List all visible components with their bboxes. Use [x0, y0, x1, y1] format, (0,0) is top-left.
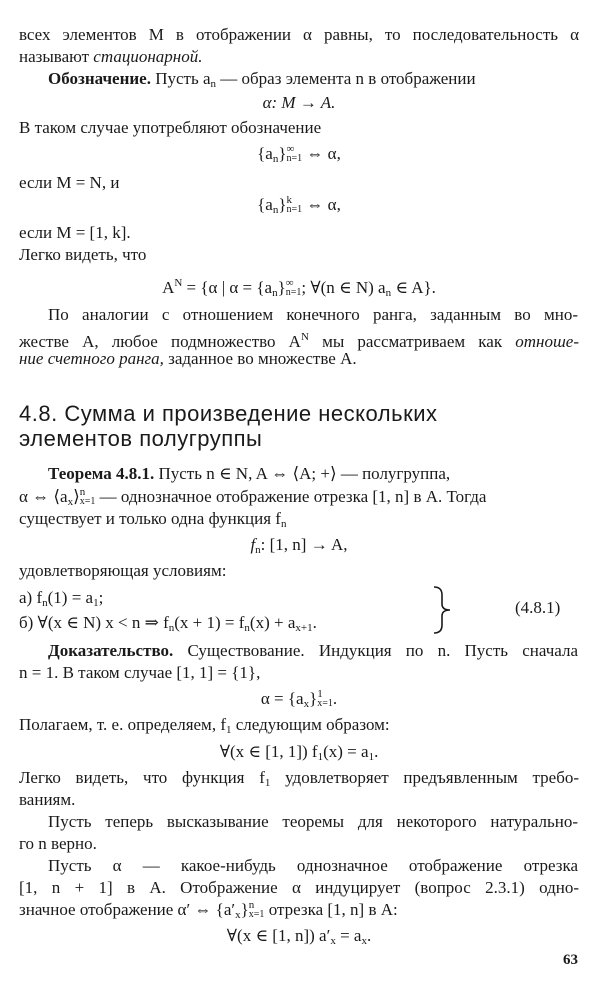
- proof-line-demands: ваниям.: [19, 790, 76, 809]
- proof-line-let-alpha: Пусть α — какое-нибудь однозначное отображение отрезка: [48, 856, 578, 875]
- text-line-2: называют стационарной.: [19, 47, 203, 66]
- notation-line: Обозначение. Пусть $a_n$ — образ элемента n в отображении: [48, 69, 476, 90]
- theorem-function-formula: $f_n$: [1, n] → A,: [250, 535, 348, 556]
- proof-line-satisfies: Легко видеть, что функция $f_1$ удовлетворяет предъявленным требо-: [19, 768, 580, 789]
- equation-number: (4.8.1): [515, 598, 561, 617]
- proof-formula-ax: ∀(x ∈ [1, n]) $a'_x = a_x$.: [226, 926, 372, 947]
- proof-formula-alpha: $\alpha = \{a_x\}$ 1 x=1 .: [260, 688, 338, 710]
- text-line-analogy-3: ние счетного ранга, заданное во множестве A.: [19, 349, 357, 368]
- text-line-if-k: если M = [1, k].: [19, 223, 131, 242]
- section-heading-line-2: элементов полугруппы: [19, 426, 263, 451]
- theorem-line-3: существует и только одна функция $f_n$: [19, 509, 287, 530]
- formula-seq-infinite: $\{a_n\}$ ∞ n=1 ⇔ α,: [257, 143, 341, 165]
- right-brace: [430, 585, 458, 635]
- proof-line-define: Полагаем, т. е. определяем, $f_1$ следующим образом:: [19, 715, 390, 736]
- theorem-line-2: α ⇔ $⟨a_x⟩$ n x=1 — однозначное отображение отрезка [1, n] в A. Тогда: [19, 486, 487, 508]
- proof-line-induction-1: Пусть теперь высказывание теоремы для некоторого натурально-: [48, 812, 578, 831]
- text-line-analogy-1: По аналогии с отношением конечного ранга, заданным во мно-: [48, 305, 578, 324]
- proof-line-2: n = 1. В таком случае [1, 1] = {1},: [19, 663, 261, 682]
- text-line-usage: В таком случае употребляют обозначение: [19, 118, 322, 137]
- text-line-analogy-2: жестве A, любое подмножество $A^N$ мы рассматриваем как отноше-: [19, 331, 579, 351]
- theorem-line-1: Теорема 4.8.1. Пусть n ∈ N, A ⇔ ⟨A; +⟩ — полугруппа,: [48, 464, 451, 483]
- proof-formula-f1: ∀(x ∈ [1, 1]) $f_1(x) = a_1$.: [219, 742, 379, 763]
- formula-map: α: M → A.: [262, 93, 336, 112]
- page-number: 63: [563, 952, 578, 968]
- condition-b: б) ∀(x ∈ N) x < n ⇒ $f_n(x + 1) = f_n(x) + a_{x+1}$.: [19, 613, 317, 634]
- text-line-1: всех элементов M в отображении α равны, то последовательность α: [19, 25, 579, 44]
- proof-line-alpha-prime: значное отображение α′ ⇔ $\{a'_x\}$ n x=1 отрезка [1, n] в A:: [19, 899, 398, 921]
- text-line-easy: Легко видеть, что: [19, 245, 147, 264]
- formula-an: $A^N = \{\alpha$ | $\alpha = \{a_n\}$ ∞ n=1 ; ∀(n ∈ N) $a_n$ ∈ A}.: [162, 277, 436, 299]
- text-line-if-n: если M = N, и: [19, 173, 120, 192]
- theorem-line-conditions: удовлетворяющая условиям:: [19, 561, 227, 580]
- proof-line-1: Доказательство. Существование. Индукция по n. Пусть сначала: [48, 641, 578, 660]
- section-heading-line-1: 4.8. Сумма и произведение нескольких: [19, 401, 438, 426]
- condition-a: а) $f_n(1) = a_1$;: [19, 588, 104, 609]
- proof-line-induces: [1, n + 1] в A. Отображение α индуцирует (вопрос 2.3.1) одно-: [19, 878, 579, 897]
- proof-line-induction-2: го n верно.: [19, 834, 97, 853]
- formula-seq-finite: $\{a_n\}$ k n=1 ⇔ α,: [257, 194, 341, 216]
